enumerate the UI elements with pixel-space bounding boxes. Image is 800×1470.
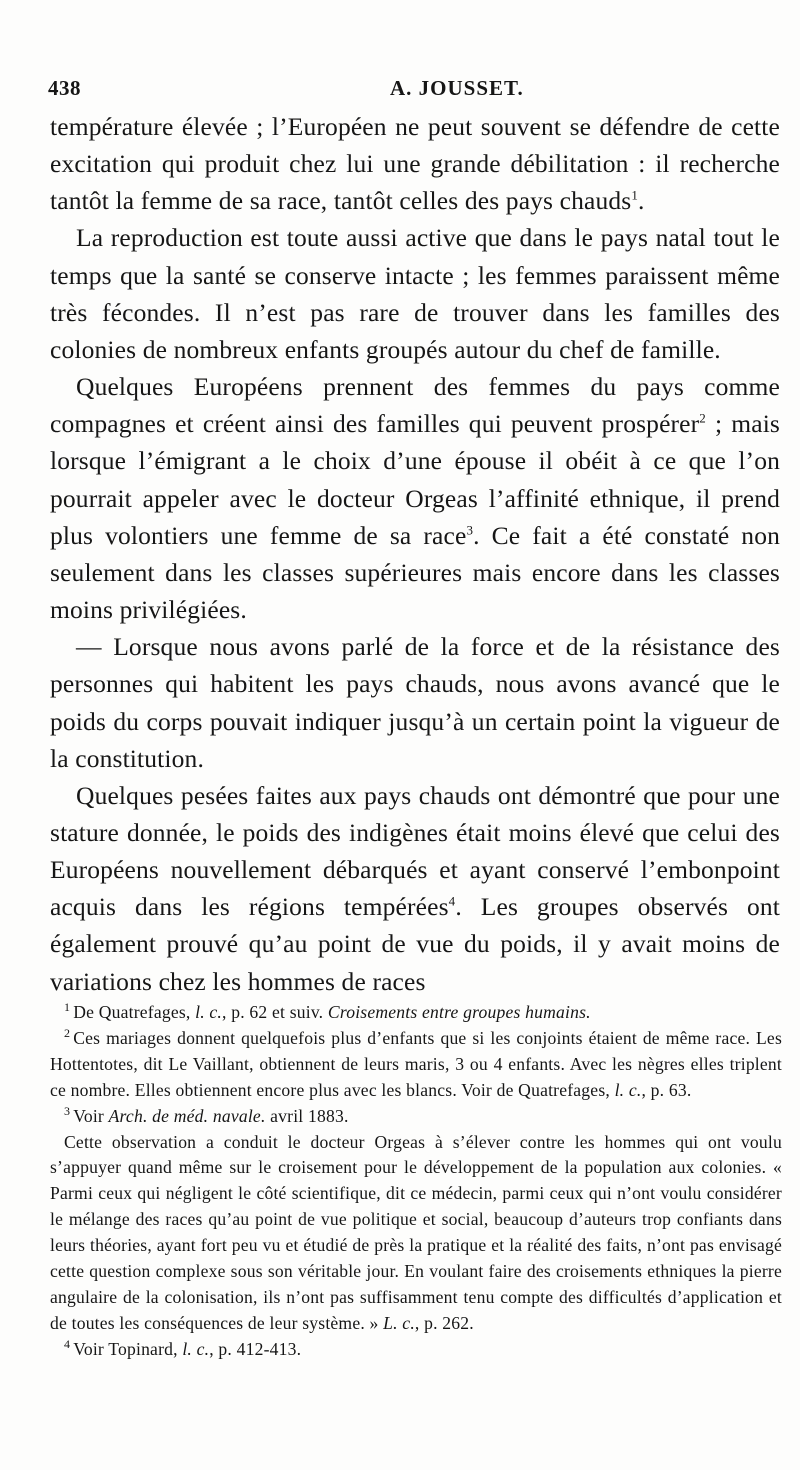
paragraph-5-text-b: . Les groupes observés ont également prouvé qu’au point de vue du poids, il y avait moins de variations chez les hommes de races: [50, 892, 781, 996]
paragraph-3-text-a: Quelques Européens prennent des femmes du pays comme compagnes et créent ainsi des familles qui peuvent prospérer: [50, 372, 780, 439]
footnote-1: [50, 1000, 782, 1026]
footnote-3-italic: Arch. de méd. navale.: [108, 1105, 266, 1126]
paragraph-3-text-b: ; mais lorsque l’émigrant a le choix d’une épouse il obéit à ce que l’on pourrait appeler avec le docteur Orgeas l’affinité ethnique, il prend plus volontiers une femme de sa race: [50, 409, 781, 550]
paragraph-3: [50, 368, 780, 628]
footnote-4-text-a: Voir Topinard,: [73, 1338, 183, 1359]
footnote-3-mark: 3: [64, 1103, 71, 1118]
footnote-3-cont-text: Cette observation a conduit le docteur Orgeas à s’élever contre les hommes qui ont voulu s’appuyer quand même sur le croisement pour le développement de la population aux colonies. « Parmi ceux qui négligent le côté scientifique, dit ce médecin, parmi ceux qui n’ont voulu considérer le mélange des races qu’au point de vue politique et social, beaucoup d’auteurs trop confiants dans leurs théories, ayant fort peu vu et étudié de près la pratique et la réalité des faits, n’ont pas envisagé cette question complexe sous son véritable jour. En voulant faire des croisements ethniques la pierre angulaire de la colonisation, ils n’ont pas suffisamment tenu compte des difficultés d’application et de toutes les conséquences de leur système. »: [50, 1131, 782, 1333]
main-text: [50, 108, 780, 1000]
footnote-ref-1: 1: [631, 187, 639, 203]
page-header: [48, 70, 782, 104]
paragraph-5-text-a: Quelques pesées faites aux pays chauds ont démontré que pour une stature donnée, le poids des indigènes était moins élevé que celui des Européens nouvellement débarqués et ayant conservé l’embonpoint acquis dans les régions tempérées: [50, 780, 780, 922]
footnote-1-italic-a: l. c.: [195, 1002, 223, 1022]
paragraph-5: [50, 777, 780, 1000]
footnote-4-text-b: , p. 412-413.: [209, 1338, 302, 1359]
footnote-3-text-b: avril 1883.: [265, 1105, 349, 1126]
page-number: 438: [48, 76, 81, 100]
running-head: A. JOUSSET.: [390, 76, 524, 100]
paragraph-3-text-c: . Ce fait a été constaté non seulement dans les classes supérieures mais encore dans les classes moins privilégiées.: [50, 520, 780, 625]
footnote-1-mark: 1: [64, 1000, 71, 1015]
paragraph-1-text: température élevée ; l’Européen ne peut souvent se défendre de cette excitation qui produit chez lui une grande débilitation : il recherche tantôt la femme de sa race, tantôt celles des pays chauds: [50, 112, 780, 216]
footnote-3-cont-italic: L. c.: [383, 1312, 415, 1333]
footnote-1-text-b: , p. 62 et suiv.: [222, 1002, 328, 1022]
footnote-2-mark: 2: [64, 1026, 71, 1041]
footnote-2-text: Ces mariages donnent quelquefois plus d’enfants que si les conjoints étaient de même race. Les Hottentotes, dit Le Vaillant, obtiennent de leurs maris, 3 ou 4 enfants. Avec les nègres elles triplent ce nombre. Elles obtiennent encore plus avec les blancs. Voir de Quatrefages,: [50, 1027, 782, 1100]
paragraph-4: — Lorsque nous avons parlé de la force et de la résistance des personnes qui habitent les pays chauds, nous avons avancé que le poids du corps pouvait indiquer jusqu’à un certain point la vigueur de la constitution.: [50, 632, 780, 773]
footnote-2-text-b: , p. 63.: [641, 1079, 692, 1100]
footnotes: [50, 1000, 782, 1363]
footnote-3-continuation: [50, 1130, 782, 1337]
footnote-2-italic: l. c.: [614, 1079, 642, 1100]
footnote-4-italic: l. c.: [182, 1338, 210, 1359]
paragraph-2: La reproduction est toute aussi active que dans le pays natal tout le temps que la santé se conserve intacte ; les femmes paraissent même très fécondes. Il n’est pas rare de trouver dans les familles des colonies de nombreux enfants groupés autour du chef de famille.: [50, 223, 780, 364]
footnote-1-text-a: De Quatrefages,: [73, 1002, 196, 1022]
footnote-ref-4: 4: [448, 893, 456, 909]
footnote-4-mark: 4: [64, 1336, 71, 1351]
paragraph-1-end: .: [638, 186, 645, 216]
footnote-3-text-a: Voir: [73, 1105, 109, 1126]
paragraph-1: [50, 108, 780, 219]
footnote-ref-3: 3: [466, 522, 474, 538]
footnote-3-cont-text-b: , p. 262.: [414, 1312, 474, 1333]
footnote-2: [50, 1026, 782, 1104]
footnote-1-italic-b: Croisements entre groupes humains.: [327, 1002, 591, 1022]
footnote-3: [50, 1104, 782, 1130]
footnote-4: [50, 1337, 782, 1363]
footnote-ref-2: 2: [699, 410, 706, 426]
